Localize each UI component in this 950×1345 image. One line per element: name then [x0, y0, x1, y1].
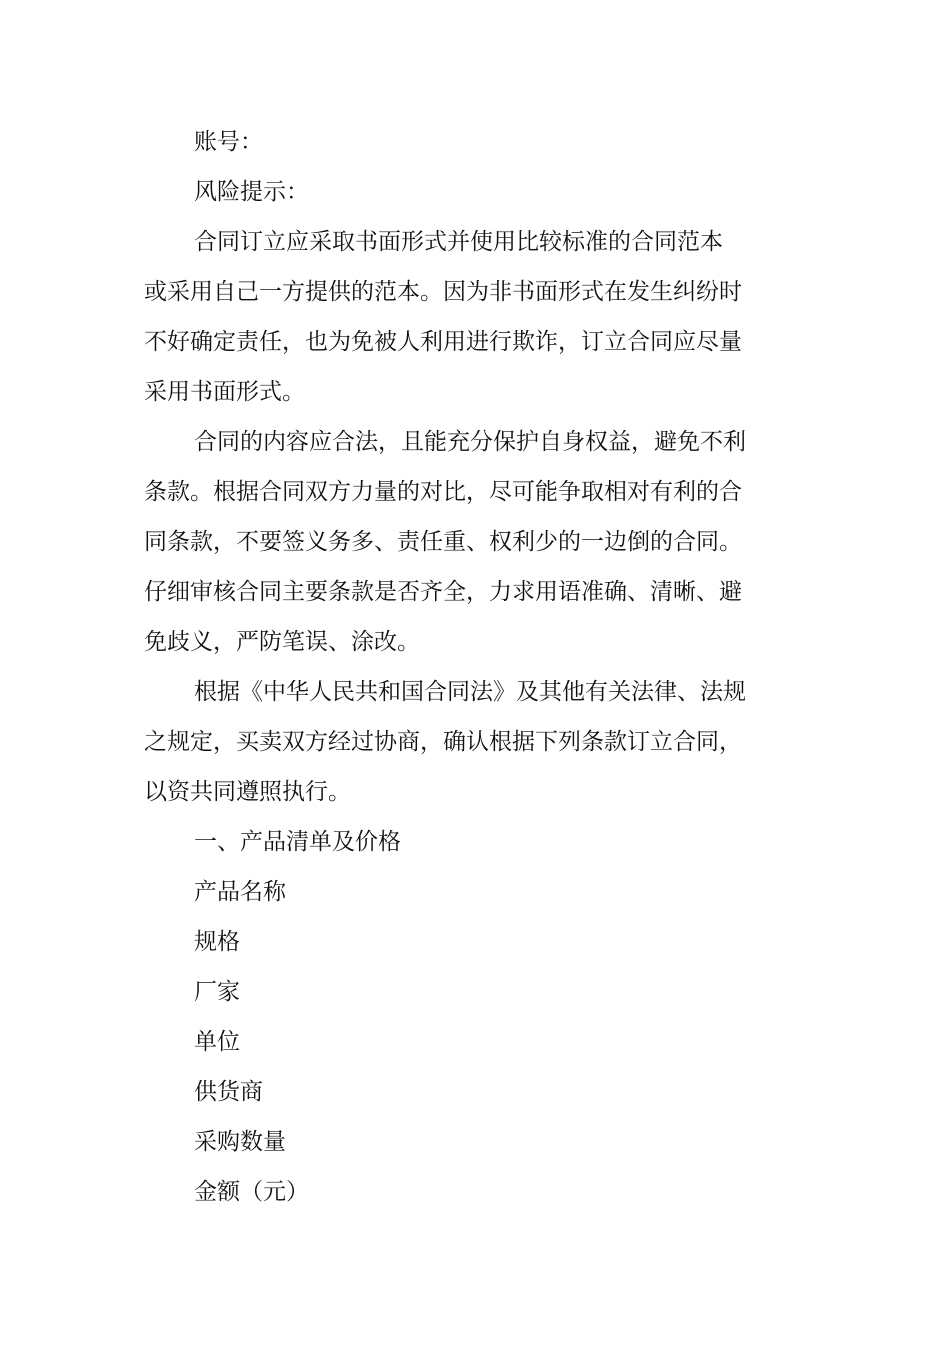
paragraph-line: 采用书面形式。	[144, 379, 305, 405]
field-manufacturer: 厂家	[194, 979, 240, 1005]
field-product-name: 产品名称	[194, 879, 286, 905]
paragraph-line: 不好确定责任，也为免被人利用进行欺诈，订立合同应尽量	[144, 329, 742, 355]
legal-basis-paragraph	[144, 667, 764, 817]
risk-paragraph-2	[144, 417, 764, 667]
field-quantity: 采购数量	[194, 1129, 286, 1155]
document-body	[144, 117, 764, 1217]
paragraph-line: 合同的内容应合法，且能充分保护自身权益，避免不利	[194, 429, 746, 455]
risk-paragraph-1	[144, 217, 764, 417]
paragraph-line: 仔细审核合同主要条款是否齐全，力求用语准确、清晰、避	[144, 579, 742, 605]
paragraph-line: 以资共同遵照执行。	[144, 779, 351, 805]
paragraph-line: 免歧义，严防笔误、涂改。	[144, 629, 420, 655]
field-supplier: 供货商	[194, 1079, 263, 1105]
account-label: 账号：	[194, 129, 263, 155]
paragraph-line: 合同订立应采取书面形式并使用比较标准的合同范本	[194, 229, 723, 255]
paragraph-line: 根据《中华人民共和国合同法》及其他有关法律、法规	[194, 679, 746, 705]
paragraph-line: 条款。根据合同双方力量的对比，尽可能争取相对有利的合	[144, 479, 742, 505]
paragraph-line: 同条款，不要签义务多、责任重、权利少的一边倒的合同。	[144, 529, 742, 555]
paragraph-line: 之规定，买卖双方经过协商，确认根据下列条款订立合同，	[144, 729, 742, 755]
field-specification: 规格	[194, 929, 240, 955]
paragraph-line: 或采用自己一方提供的范本。因为非书面形式在发生纠纷时	[144, 279, 742, 305]
risk-notice-label: 风险提示：	[194, 179, 309, 205]
field-unit: 单位	[194, 1029, 240, 1055]
section-title: 一、产品清单及价格	[194, 829, 401, 855]
product-field-list	[144, 867, 764, 1217]
field-amount: 金额（元）	[194, 1179, 309, 1205]
